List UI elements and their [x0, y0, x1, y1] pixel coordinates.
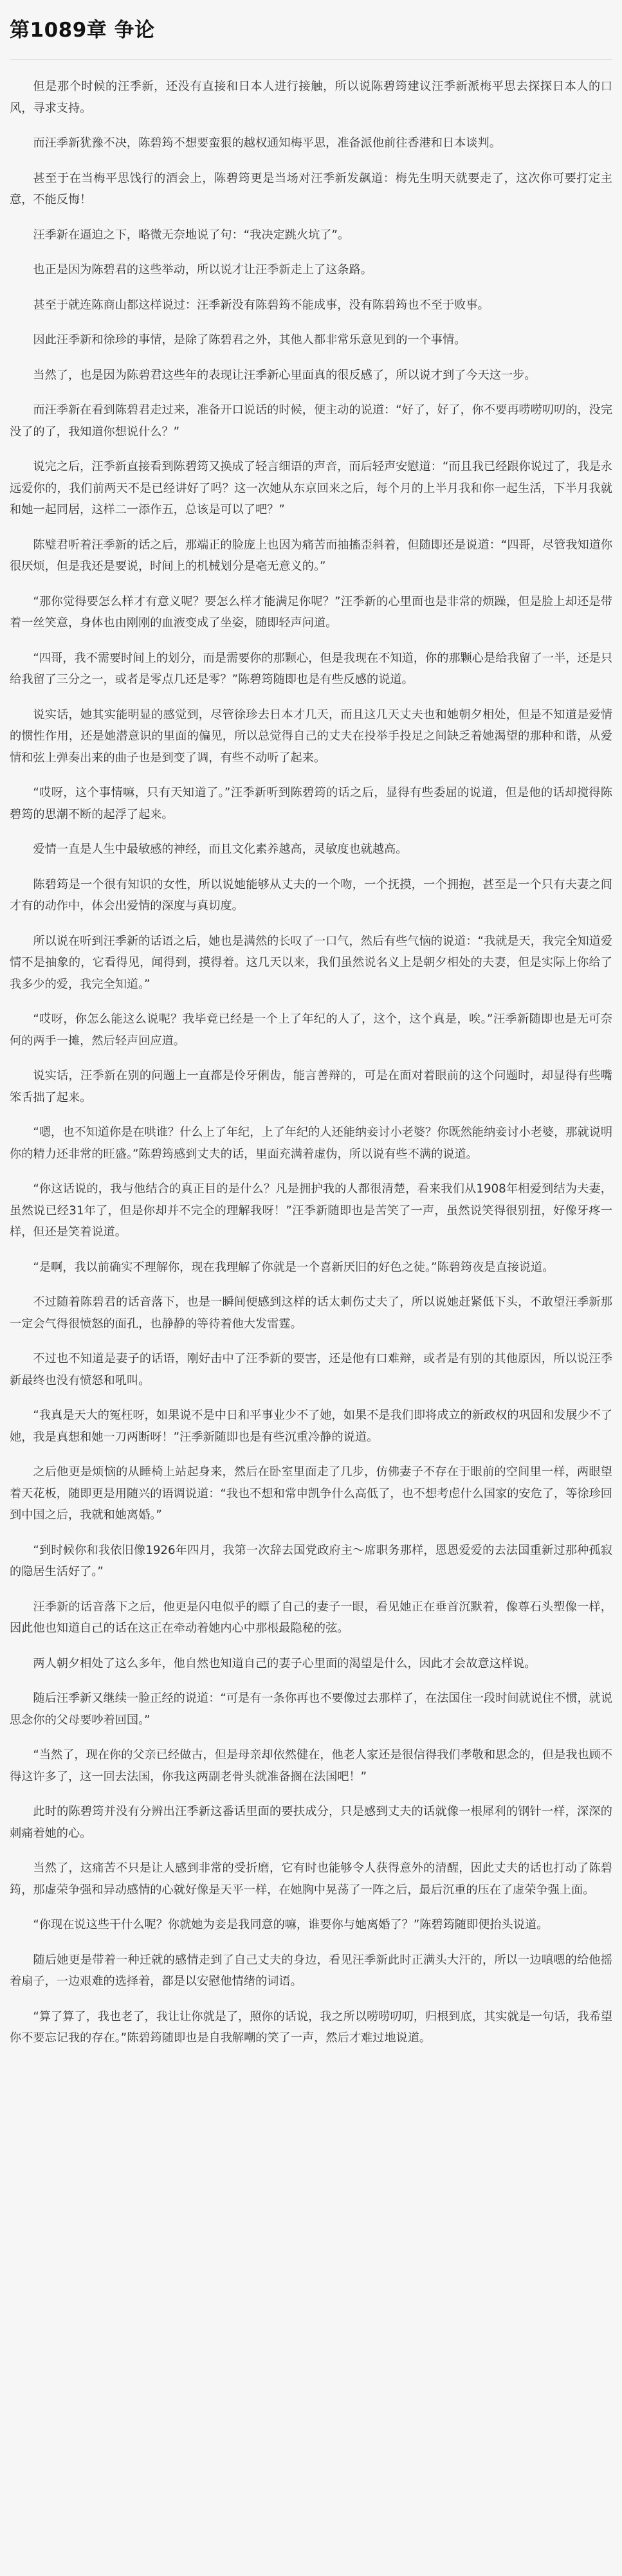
paragraph: 当然了，也是因为陈碧君这些年的表现让汪季新心里面真的很反感了，所以说才到了今天这一步。	[33, 368, 536, 382]
paragraph: 爱情一直是人生中最敏感的神经，而且文化素养越高，灵敏度也就越高。	[33, 843, 408, 856]
paragraph: “我真是天大的冤枉呀，如果说不是中日和平事业少不了她，如果不是我们即将成立的新政权的巩固和发展少不了她，我是真想和她一刀两断呀！”汪季新随即也是有些沉重冷静的说道。	[10, 1409, 612, 1444]
paragraph: “算了算了，我也老了，我让让你就是了，照你的话说，我之所以唠唠叨叨，归根到底，其实就是一句话，我希望你不要忘记我的存在。”陈碧筠随即也是自我解嘲的笑了一声，然后才难过地说道。	[10, 2009, 612, 2045]
paragraph: 所以说在听到汪季新的话语之后，她也是满然的长叹了一口气，然后有些气恼的说道：“我就是天，我完全知道爱情不是抽象的，它看得见，闻得到，摸得着。这几天以来，我们虽然说名义上是朝夕相处的夫妻，但是实际上你给了我多少的爱，我完全知道。”	[10, 934, 612, 991]
paragraph: 之后他更是烦恼的从睡椅上站起身来，然后在卧室里面走了几步，仿佛妻子不存在于眼前的空间里一样，两眼望着天花板，随即更是用随兴的语调说道：“我也不想和常申凯争什么高低了，也不想考虑什么国家的安危了，等徐珍回到中国之后，我就和她离婚。”	[10, 1465, 612, 1522]
paragraph: “到时候你和我依旧像1926年四月，我第一次辞去国党政府主～席职务那样，恩恩爱爱的去法国重新过那种孤寂的隐居生活好了。”	[10, 1543, 612, 1578]
paragraph: 随后她更是带着一种迁就的感情走到了自己丈夫的身边，看见汪季新此时正满头大汗的，所以一边嗔嗯的给他摇着扇子，一边艰难的选择着，都是以安慰他情绪的词语。	[10, 1953, 612, 1988]
chapter-title: 第1089章 争论	[10, 19, 155, 42]
paragraph: 说实话，汪季新在别的问题上一直都是伶牙俐齿，能言善辩的，可是在面对着眼前的这个问题时，却显得有些嘴笨舌拙了起来。	[10, 1069, 612, 1104]
paragraph: “哎呀，你怎么能这么说呢？我毕竟已经是一个上了年纪的人了，这个，这个真是，唉。”汪季新随即也是无可奈何的两手一摊，然后轻声回应道。	[10, 1012, 612, 1048]
paragraph: 而汪季新在看到陈碧君走过来，准备开口说话的时候，便主动的说道：“好了，好了，你不要再唠唠叨叨的，没完没了的了，我知道你想说什么？”	[10, 403, 612, 439]
paragraph: 随后汪季新又继续一脸正经的说道：“可是有一条你再也不要像过去那样了，在法国住一段时间就说住不惯，就说思念你的父母要吵着回国。”	[10, 1692, 612, 1727]
paragraph: 说完之后，汪季新直接看到陈碧筠又换成了轻言细语的声音，而后轻声安慰道：“而且我已经跟你说过了，我是永远爱你的，我们前两天不是已经讲好了吗？这一次她从东京回来之后，每个月的上半月我和你一起生活，下半月我就和她一起同居，这样二一添作五，总该是可以了吧？”	[10, 460, 612, 516]
paragraph: 陈璧君听着汪季新的话之后，那端正的脸庞上也因为痛苦而抽搐歪斜着，但随即还是说道：“四哥，尽管我知道你很厌烦，但是我还是要说，时间上的机械划分是毫无意义的。”	[10, 538, 612, 573]
paragraph: “是啊，我以前确实不理解你，现在我理解了你就是一个喜新厌旧的好色之徒。”陈碧筠夜是直接说道。	[33, 1260, 554, 1274]
paragraph: “嗯，也不知道你是在哄谁？什么上了年纪，上了年纪的人还能纳妾讨小老婆？你既然能纳妾讨小老婆，那就说明你的精力还非常的旺盛。”陈碧筠感到丈夫的话，里面充满着虚伪，所以说有些不满的说道。	[10, 1126, 612, 1161]
paragraph: 此时的陈碧筠并没有分辨出汪季新这番话里面的要扶成分，只是感到丈夫的话就像一根犀利的钢针一样，深深的刺痛着她的心。	[10, 1805, 612, 1840]
paragraph: “当然了，现在你的父亲已经做古，但是母亲却依然健在，他老人家还是很信得我们孝敬和思念的，但是我也顾不得这许多了，这一回去法国，你我这两副老骨头就准备搁在法国吧！”	[10, 1748, 612, 1784]
paragraph: 甚至于就连陈商山都这样说过：汪季新没有陈碧筠不能成事，没有陈碧筠也不至于败事。	[33, 298, 489, 312]
paragraph: “四哥，我不需要时间上的划分，而是需要你的那颗心，但是我现在不知道，你的那颗心是给我留了一半，还是只给我留了三分之一，或者是零点几还是零？”陈碧筠随即也是有些反感的说道。	[10, 651, 612, 686]
paragraph: 不过随着陈碧君的话音落下，也是一瞬间便感到这样的话太刺伤丈夫了，所以说她赶紧低下头，不敢望汪季新那一定会气得很愤怒的面孔，也静静的等待着他大发雷霆。	[10, 1295, 612, 1331]
chapter-body	[10, 76, 612, 2570]
title-divider	[10, 59, 612, 60]
paragraph: 也正是因为陈碧君的这些举动，所以说才让汪季新走上了这条路。	[33, 263, 372, 277]
paragraph: 陈碧筠是一个很有知识的女性，所以说她能够从丈夫的一个吻，一个抚摸，一个拥抱，甚至是一个只有夫妻之间才有的动作中，体会出爱情的深度与真切度。	[10, 877, 612, 913]
paragraph: 因此汪季新和徐珍的事情，是除了陈碧君之外，其他人都非常乐意见到的一个事情。	[33, 333, 466, 347]
paragraph: 不过也不知道是妻子的话语，刚好击中了汪季新的要害，还是他有口难辩，或者是有别的其他原因，所以说汪季新最终也没有愤怒和吼叫。	[10, 1352, 612, 1387]
paragraph: 汪季新的话音落下之后，他更是闪电似乎的瞟了自己的妻子一眼，看见她正在垂首沉默着，像尊石头塑像一样，因此他也知道自己的话在这正在牵动着她内心中那根最隐秘的弦。	[10, 1600, 612, 1635]
paragraph: 而汪季新犹豫不决，陈碧筠不想要蛮狠的越权通知梅平思，准备派他前往香港和日本谈判。	[33, 136, 501, 150]
paragraph: 当然了，这痛苦不只是让人感到非常的受折磨，它有时也能够令人获得意外的清醒，因此丈夫的话也打动了陈碧筠，那虚荣争强和异动感情的心就好像是天平一样，在她胸中晃荡了一阵之后，最后沉重的压在了虚荣争强上面。	[10, 1861, 612, 1897]
paragraph: 汪季新在逼迫之下，略微无奈地说了句：“我决定跳火坑了”。	[33, 228, 350, 242]
paragraph: “你现在说这些干什么呢？你就她为妾是我同意的嘛，谁要你与她离婚了？”陈碧筠随即便抬头说道。	[33, 1918, 549, 1932]
paragraph: 但是那个时候的汪季新，还没有直接和日本人进行接触，所以说陈碧筠建议汪季新派梅平思去探探日本人的口风，寻求支持。	[10, 80, 612, 115]
paragraph: “你这话说的，我与他结合的真正目的是什么？凡是拥护我的人都很清楚，看来我们从1908年相爱到结为夫妻，虽然说已经31年了，但是你却并不完全的理解我呀！”汪季新随即也是苦笑了一声，虽然说笑得很别扭，好像牙疼一样，但还是笑着说道。	[10, 1182, 612, 1239]
paragraph: 甚至于在当梅平思饯行的酒会上，陈碧筠更是当场对汪季新发飙道：梅先生明天就要走了，这次你可要打定主意，不能反悔！	[10, 171, 612, 206]
paragraph: 两人朝夕相处了这么多年，他自然也知道自己的妻子心里面的渴望是什么，因此才会故意这样说。	[33, 1656, 536, 1670]
chapter-header	[0, 0, 622, 60]
paragraph: “那你觉得要怎么样才有意义呢？要怎么样才能满足你呢？”汪季新的心里面也是非常的烦躁，但是脸上却还是带着一丝笑意，身体也由刚刚的血液变成了坐姿，随即轻声问道。	[10, 594, 612, 630]
paragraph: “哎呀，这个事情嘛，只有天知道了。”汪季新听到陈碧筠的话之后，显得有些委屈的说道，但是他的话却搅得陈碧筠的思潮不断的起浮了起来。	[10, 786, 612, 821]
paragraph: 说实话，她其实能明显的感觉到，尽管徐珍去日本才几天，而且这几天丈夫也和她朝夕相处，但是不知道是爱情的惯性作用，还是她潜意识的里面的偏见，所以总觉得自己的丈夫在投举手投足之间缺乏着她渴望的那种和谐，从爱情和弦上弹奏出来的曲子也是到变了调，有些不动听了起来。	[10, 708, 612, 765]
